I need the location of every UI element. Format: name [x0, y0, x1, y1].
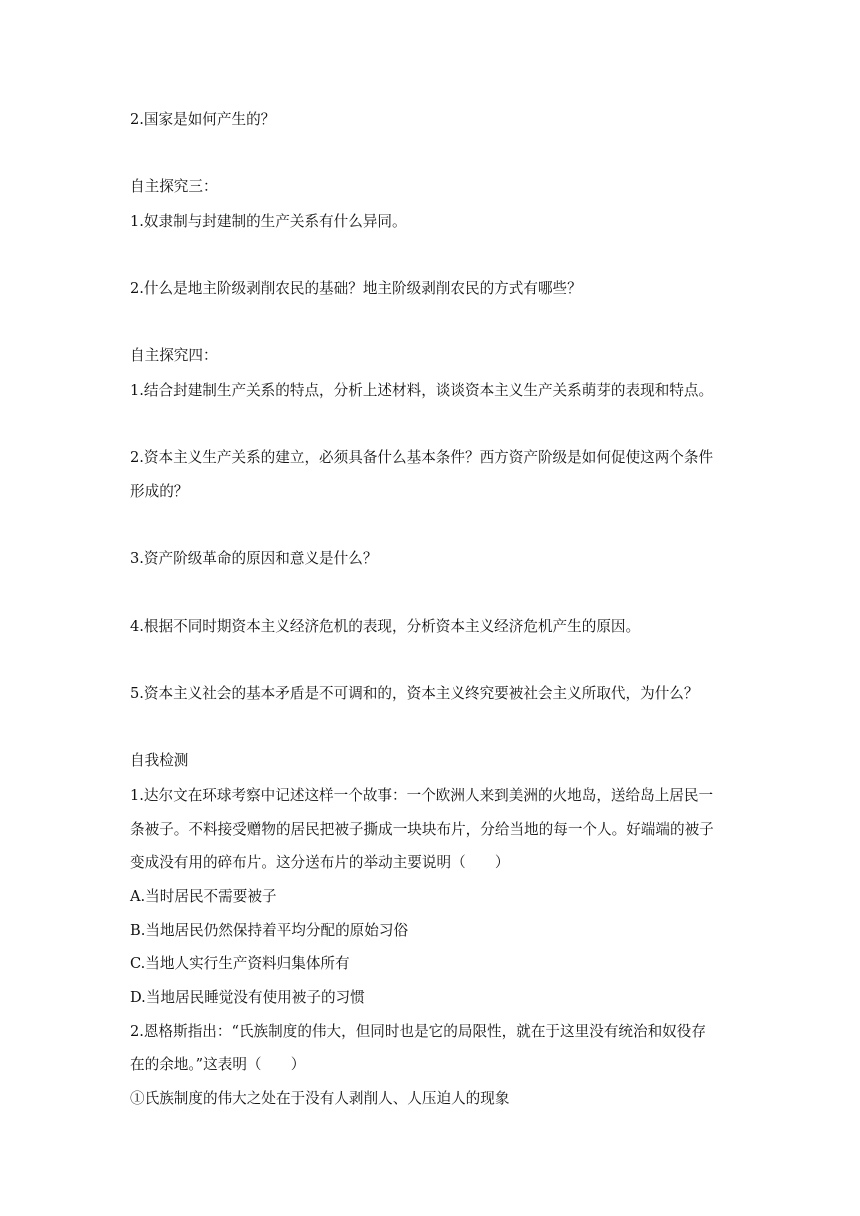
section-heading-inquiry-4: 自主探究四： — [130, 347, 218, 364]
self-check-question-1-line-1: 1.达尔文在环球考察中记述这样一个故事：一个欧洲人来到美洲的火地岛，送给岛上居民一 — [130, 787, 714, 804]
question-state-origin: 2.国家是如何产生的？ — [130, 111, 276, 128]
self-check-question-1-line-2: 条被子。不料接受赠物的居民把被子撕成一块块布片，分给当地的每一个人。好端端的被子 — [130, 821, 714, 838]
inquiry-4-question-5: 5.资本主义社会的基本矛盾是不可调和的，资本主义终究要被社会主义所取代，为什么？ — [130, 685, 699, 702]
self-check-question-2-line-1: 2.恩格斯指出：“氏族制度的伟大，但同时也是它的局限性，就在于这里没有统治和奴役存 — [130, 1023, 706, 1040]
inquiry-3-question-1: 1.奴隶制与封建制的生产关系有什么异同。 — [130, 213, 407, 230]
self-check-question-1-option-d: D.当地居民睡觉没有使用被子的习惯 — [130, 989, 365, 1006]
inquiry-4-question-4: 4.根据不同时期资本主义经济危机的表现，分析资本主义经济危机产生的原因。 — [130, 618, 641, 635]
inquiry-4-question-2-line-2: 形成的？ — [130, 483, 189, 500]
inquiry-4-question-3: 3.资产阶级革命的原因和意义是什么？ — [130, 550, 378, 567]
inquiry-4-question-1: 1.结合封建制生产关系的特点，分析上述材料，谈谈资本主义生产关系萌芽的表现和特点。 — [130, 382, 714, 399]
self-check-question-2-line-2: 在的余地。”这表明（ ） — [130, 1056, 306, 1073]
self-check-question-1-option-a: A.当时居民不需要被子 — [130, 888, 277, 905]
section-heading-inquiry-3: 自主探究三： — [130, 178, 218, 195]
inquiry-3-question-2: 2.什么是地主阶级剥削农民的基础？地主阶级剥削农民的方式有哪些？ — [130, 280, 582, 297]
inquiry-4-question-2-line-1: 2.资本主义生产关系的建立，必须具备什么基本条件？西方资产阶级是如何促使这两个条件 — [130, 449, 714, 466]
section-heading-self-check: 自我检测 — [130, 752, 189, 769]
self-check-question-1-option-c: C.当地人实行生产资料归集体所有 — [130, 955, 350, 972]
self-check-question-2-item-1: ①氏族制度的伟大之处在于没有人剥削人、人压迫人的现象 — [130, 1090, 510, 1107]
self-check-question-1-line-3: 变成没有用的碎布片。这分送布片的举动主要说明（ ） — [130, 854, 510, 871]
self-check-question-1-option-b: B.当地居民仍然保持着平均分配的原始习俗 — [130, 922, 409, 939]
